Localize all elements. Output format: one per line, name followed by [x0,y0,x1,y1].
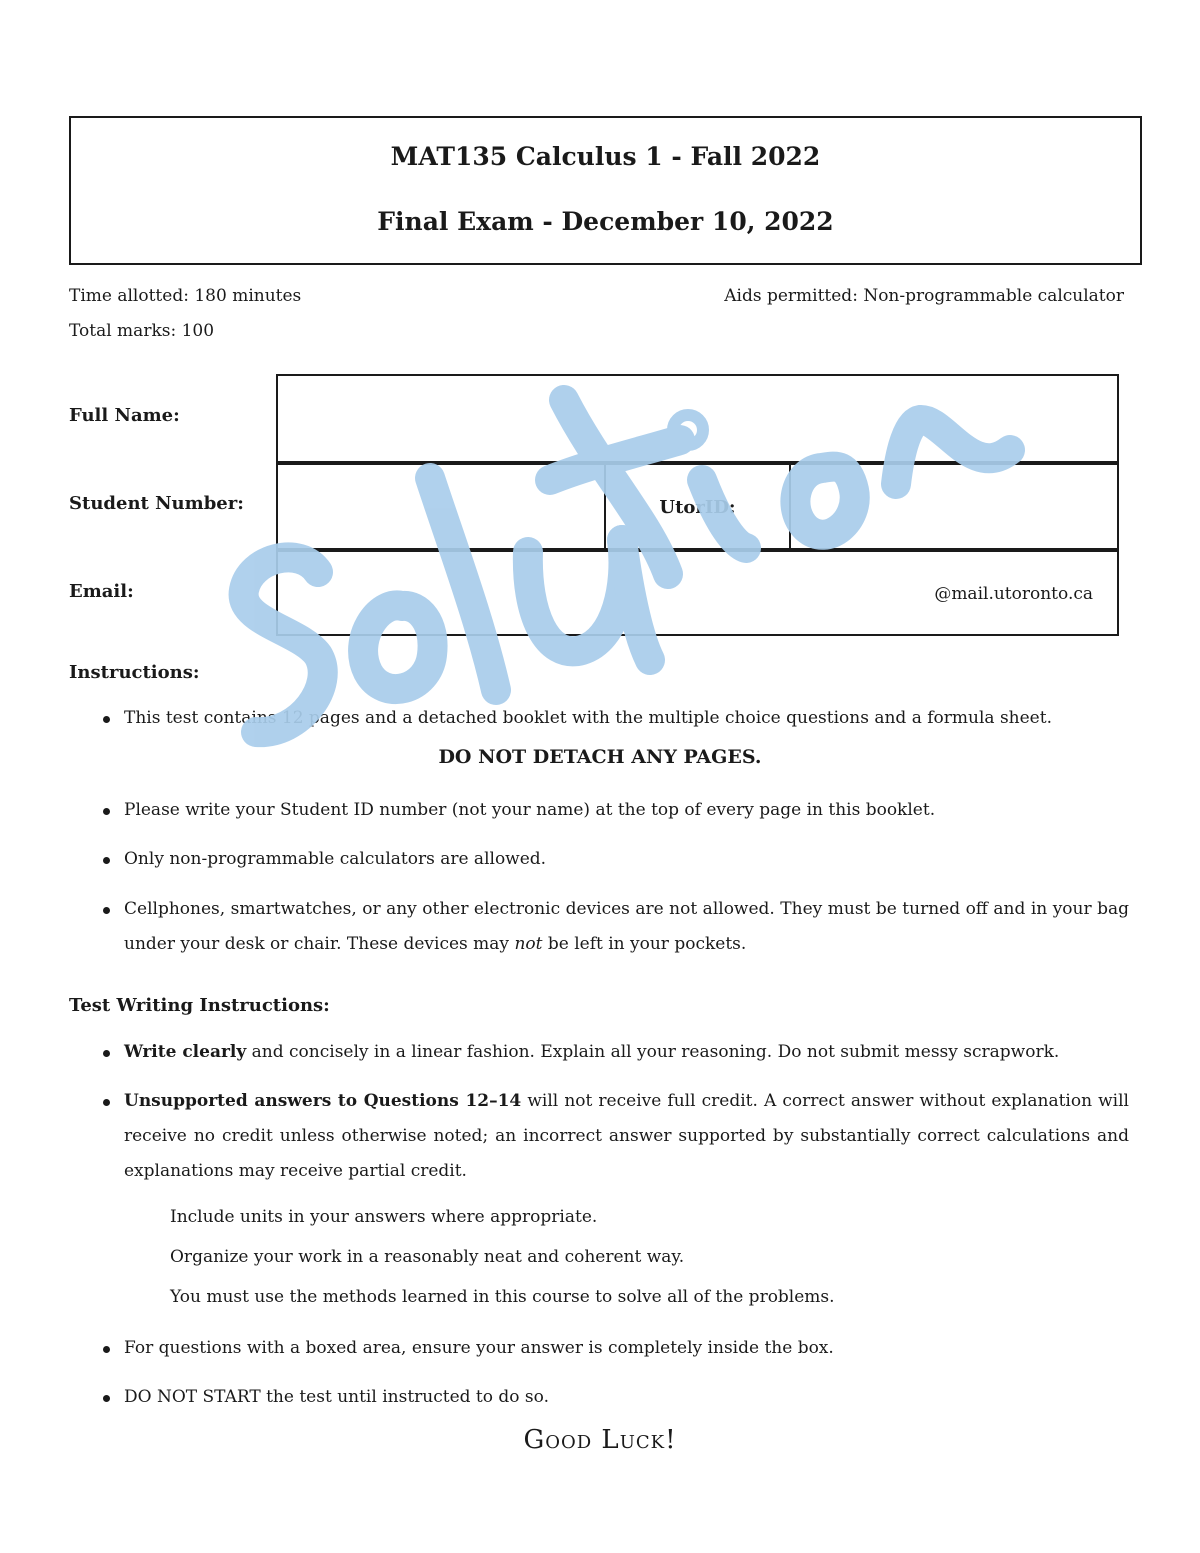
course-title: MAT135 Calculus 1 - Fall 2022 [390,142,821,171]
full-name-label: Full Name: [69,405,180,426]
title-box [69,116,1142,265]
devices-text-pre: Cellphones, smartwatches, or any other electronic devices are not allowed. They must be turned off and in your bag under your desk or chair. These devices may [124,899,1129,954]
instruction-text [124,1035,1129,1070]
test-writing-heading: Test Writing Instructions: [69,995,330,1016]
devices-text-emphasis: not [514,934,543,954]
instruction-text: Only non-programmable calculators are allowed. [124,849,547,869]
utorid-label: UtorID: [659,497,736,518]
instruction-text [124,892,1129,962]
student-number-label: Student Number: [69,493,244,514]
write-clearly-bold: Write clearly [124,1042,247,1062]
instructions-heading: Instructions: [69,662,200,683]
aids-permitted: Aids permitted: Non-programmable calculator [724,286,1124,306]
good-luck-text: Good Luck! [523,1425,677,1455]
utorid-label-cell [604,461,791,550]
unsupported-answers-rest: will not receive full credit. A correct answer without explanation will receive no credit unless otherwise noted; an incorrect answer supported by substantially correct calculations and explanations may receive partial credit. [124,1091,1129,1181]
exam-title: Final Exam - December 10, 2022 [377,207,834,236]
instruction-text [124,1084,1129,1189]
email-domain: @mail.utoronto.ca [934,584,1093,604]
instruction-text: Please write your Student ID number (not your name) at the top of every page in this booklet. [124,800,936,820]
detach-notice: DO NOT DETACH ANY PAGES. [438,746,762,768]
devices-text-post: be left in your pockets. [542,934,747,954]
list-item [103,1331,1129,1366]
list-item [103,892,1129,962]
instruction-text: DO NOT START the test until instructed to do so. [124,1387,549,1407]
list-item [103,1084,1129,1189]
list-item [103,1035,1129,1070]
utorid-field[interactable] [789,461,1119,550]
list-item [103,701,1129,736]
list-item [103,1380,1129,1415]
email-field[interactable] [276,548,1119,636]
list-item [103,793,1129,828]
indented-note: You must use the methods learned in this course to solve all of the problems. [170,1287,835,1307]
list-item [103,842,1129,877]
indented-note: Organize your work in a reasonably neat and coherent way. [170,1247,685,1267]
full-name-field[interactable] [276,374,1119,463]
total-marks: Total marks: 100 [69,321,215,341]
instruction-text: For questions with a boxed area, ensure your answer is completely inside the box. [124,1338,834,1358]
indented-note: Include units in your answers where appropriate. [170,1207,598,1227]
email-label: Email: [69,581,134,602]
instruction-text: This test contains 12 pages and a detached booklet with the multiple choice questions and a formula sheet. [124,708,1052,728]
student-number-field[interactable] [276,461,606,550]
time-allotted: Time allotted: 180 minutes [69,286,302,306]
write-clearly-rest: and concisely in a linear fashion. Explain all your reasoning. Do not submit messy scrapwork. [246,1042,1060,1062]
unsupported-answers-bold: Unsupported answers to Questions 12–14 [124,1091,522,1111]
